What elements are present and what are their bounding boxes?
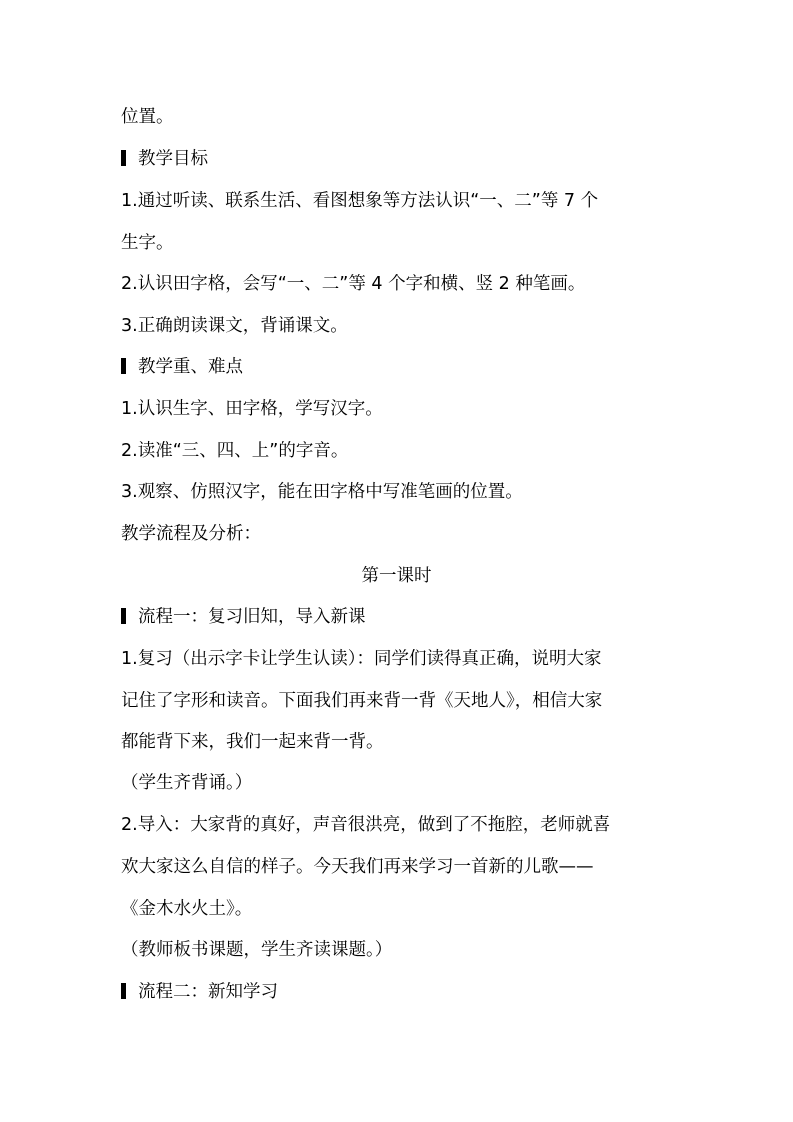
- section-heading-key-points: [121, 355, 681, 379]
- text-line: 3.观察、仿照汉字，能在田字格中写准笔画的位置。: [121, 482, 523, 502]
- heading-text: 流程二：新知学习: [138, 982, 278, 1002]
- text-line: 欢大家这么自信的样子。今天我们再来学习一首新的儿歌——: [121, 857, 594, 877]
- text-line: 生字。: [121, 233, 174, 253]
- text-line: 《金木水火土》。: [121, 899, 253, 919]
- heading-text: 教学重、难点: [138, 357, 243, 377]
- section-heading-process-one: [121, 605, 681, 629]
- text-line: 2.认识田字格，会写“一、二”等 4 个字和横、竖 2 种笔画。: [121, 274, 586, 294]
- text-line: 1.复习（出示字卡让学生认读）：同学们读得真正确，说明大家: [121, 649, 602, 669]
- heading-bar-icon: [121, 358, 126, 374]
- text-line: 3.正确朗读课文，背诵课文。: [121, 316, 348, 336]
- text-line: 都能背下来，我们一起来背一背。: [121, 732, 384, 752]
- text-line: 1.认识生字、田字格，学写汉字。: [121, 399, 383, 419]
- heading-text: 教学目标: [138, 149, 208, 169]
- text-line: （教师板书课题，学生齐读课题。）: [121, 940, 393, 960]
- text-line: 教学流程及分析：: [121, 524, 261, 544]
- heading-bar-icon: [121, 983, 126, 999]
- section-heading-objectives: [121, 147, 681, 171]
- heading-text: 流程一：复习旧知，导入新课: [138, 607, 366, 627]
- section-heading-process-two: [121, 980, 681, 1004]
- text-line: 1.通过听读、联系生活、看图想象等方法认识“一、二”等 7 个: [121, 191, 599, 211]
- text-line: 2.读准“三、四、上”的字音。: [121, 441, 349, 461]
- text-line: 记住了字形和读音。下面我们再来背一背《天地人》，相信大家: [121, 691, 603, 711]
- text-line: 位置。: [121, 107, 174, 127]
- heading-bar-icon: [121, 608, 126, 624]
- text-line: （学生齐背诵。）: [121, 773, 253, 793]
- text-line: 2.导入：大家背的真好，声音很洪亮，做到了不拖腔，老师就喜: [121, 815, 611, 835]
- heading-bar-icon: [121, 150, 126, 166]
- lesson-period-title: 第一课时: [361, 566, 432, 586]
